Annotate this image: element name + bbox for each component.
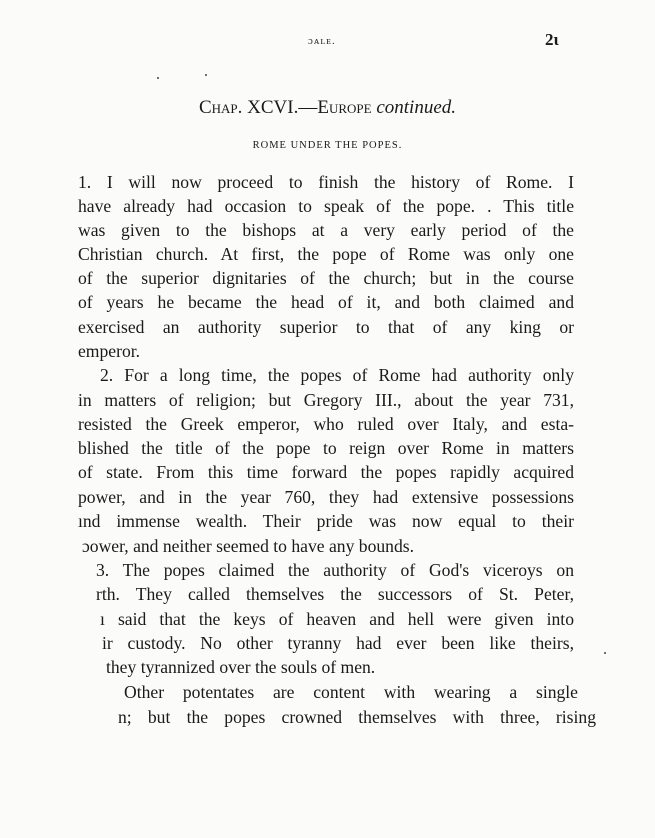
text-line: ɔower, and neither seemed to have any bounds.	[82, 536, 414, 556]
text-line: have already had occasion to speak of the pope. . This title	[78, 196, 574, 216]
page-number: 2ɩ	[545, 30, 559, 49]
text-line: 3. The popes claimed the authority of God's viceroys on	[96, 560, 574, 580]
chapter-subject: Europe	[317, 97, 372, 118]
text-line: resisted the Greek emperor, who ruled over Italy, and esta-	[78, 414, 574, 434]
text-line: Other potentates are content with wearing a single	[124, 682, 578, 702]
text-line: ir custody. No other tyranny had ever been like theirs,	[102, 633, 574, 653]
ink-speck	[604, 652, 606, 654]
chapter-heading	[0, 97, 655, 119]
chapter-continued: continued.	[371, 97, 457, 118]
chapter-label: Chap.	[198, 97, 243, 118]
section-heading: ROME UNDER THE POPES.	[252, 140, 403, 151]
text-line: was given to the bishops at a very early period of the	[78, 220, 574, 240]
running-head: ɔᴀʟᴇ.	[308, 35, 336, 47]
chapter-number: XCVI.—	[242, 97, 318, 118]
text-line: power, and in the year 760, they had extensive possessions	[78, 487, 574, 507]
text-line: of state. From this time forward the popes rapidly acquired	[78, 462, 574, 482]
ink-speck	[157, 77, 159, 79]
text-line: blished the title of the pope to reign over Rome in matters	[78, 438, 574, 458]
text-line: of the superior dignitaries of the church; but in the course	[78, 268, 574, 288]
text-line: n; but the popes crowned themselves with three, rising	[118, 707, 596, 727]
text-line: rth. They called themselves the successors of St. Peter,	[96, 584, 574, 604]
text-line: they tyrannized over the souls of men.	[106, 657, 376, 677]
text-line: of years he became the head of it, and both claimed and	[78, 292, 574, 312]
text-line: exercised an authority superior to that of any king or	[78, 317, 574, 337]
text-line: 2. For a long time, the popes of Rome had authority only	[100, 365, 574, 385]
text-line: Christian church. At first, the pope of Rome was only one	[78, 244, 574, 264]
text-line: 1. I will now proceed to finish the history of Rome. I	[78, 172, 574, 192]
text-line: ı said that the keys of heaven and hell were given into	[100, 609, 574, 629]
ink-speck	[205, 74, 207, 76]
text-line: ınd immense wealth. Their pride was now equal to their	[78, 511, 574, 531]
text-line: in matters of religion; but Gregory III., about the year 731,	[78, 390, 574, 410]
text-line: emperor.	[78, 341, 141, 361]
